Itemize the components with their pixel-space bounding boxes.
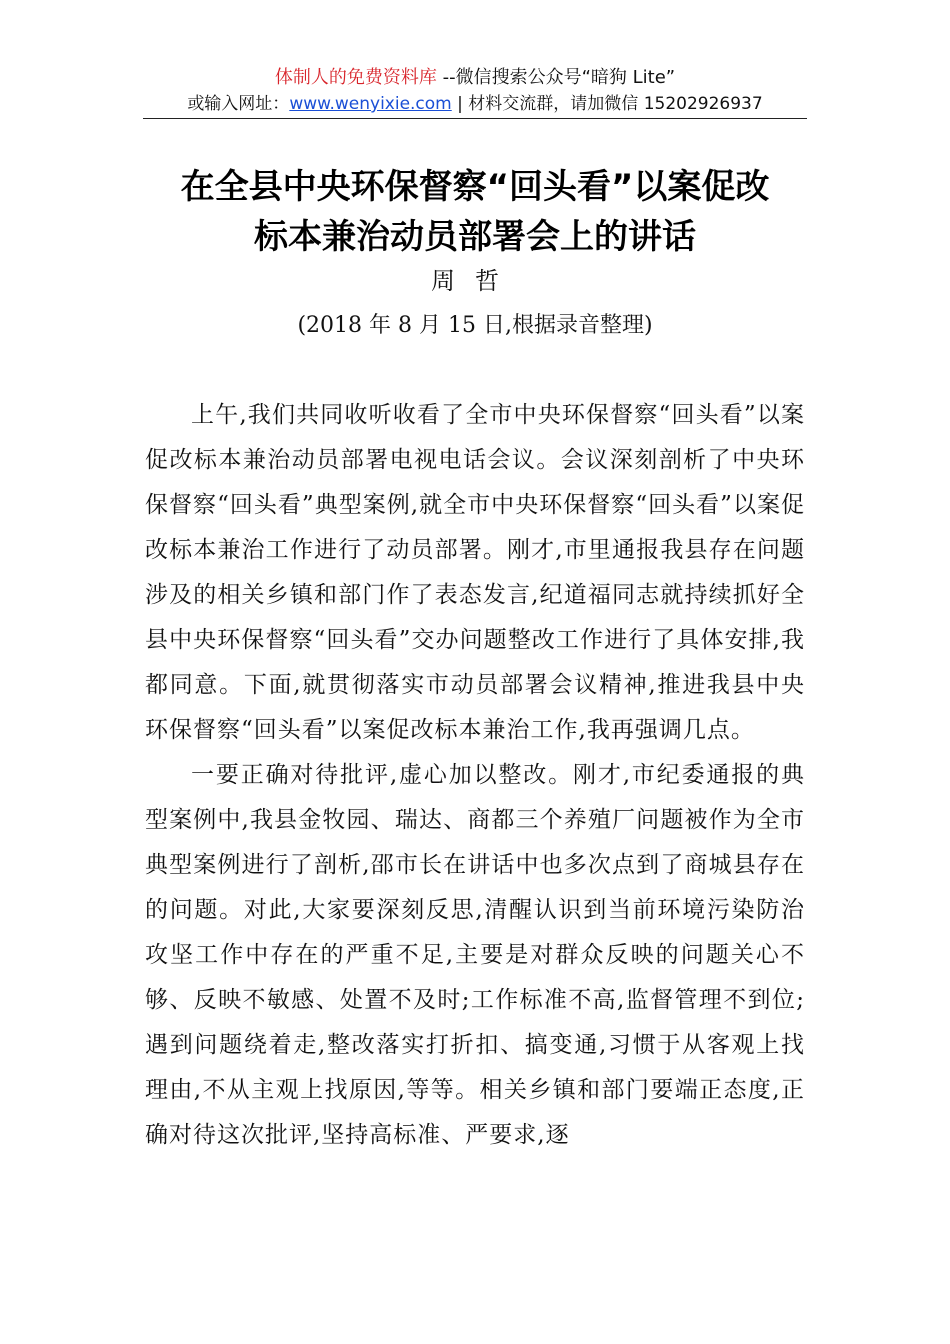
title-line-2: 标本兼治动员部署会上的讲话 (254, 217, 696, 257)
author-name: 周哲 (431, 267, 519, 295)
website-link[interactable]: www.wenyixie.com (289, 94, 452, 114)
date-note: (2018 年 8 月 15 日,根据录音整理) (297, 313, 653, 338)
page-header (0, 66, 950, 116)
title-line-1: 在全县中央环保督察“回头看”以案促改 (180, 167, 770, 207)
header-tagline: --微信搜索公众号“暗狗 Lite” (436, 67, 676, 88)
paragraph: 上午,我们共同收听收看了全市中央环保督察“回头看”以案促改标本兼治动员部署电视电话会议。会议深刻剖析了中央环保督察“回头看”典型案例,就全市中央环保督察“回头看”以案促改标本兼治工作进行了动员部署。刚才,市里通报我县存在问题涉及的相关乡镇和部门作了表态发言,纪道福同志就持续抓好全县中央环保督察“回头看”交办问题整改工作进行了具体安排,我都同意。下面,就贯彻落实市动员部署会议精神,推进我县中央环保督察“回头看”以案促改标本兼治工作,我再强调几点。 (145, 402, 805, 743)
header-line-1 (0, 66, 950, 90)
document-body (145, 393, 805, 1158)
brand-name: 体制人的免费资料库 (274, 67, 437, 88)
header-divider (143, 118, 807, 119)
paragraph: 一要正确对待批评,虚心加以整改。刚才,市纪委通报的典型案例中,我县金牧园、瑞达、商都三个养殖厂问题被作为全市典型案例进行了剖析,邵市长在讲话中也多次点到了商城县存在的问题。对此,大家要深刻反思,清醒认识到当前环境污染防治攻坚工作中存在的严重不足,主要是对群众反映的问题关心不够、反映不敏感、处置不及时;工作标准不高,监督管理不到位;遇到问题绕着走,整改落实打折扣、搞变通,习惯于从客观上找理由,不从主观上找原因,等等。相关乡镇和部门要端正态度,正确对待这次批评,坚持高标准、严要求,逐 (145, 762, 805, 1148)
url-prefix: 或输入网址： (187, 94, 290, 114)
header-line-2 (0, 92, 950, 116)
document-title (80, 162, 870, 262)
contact-info: | 材料交流群，请加微信 15202926937 (451, 94, 763, 114)
